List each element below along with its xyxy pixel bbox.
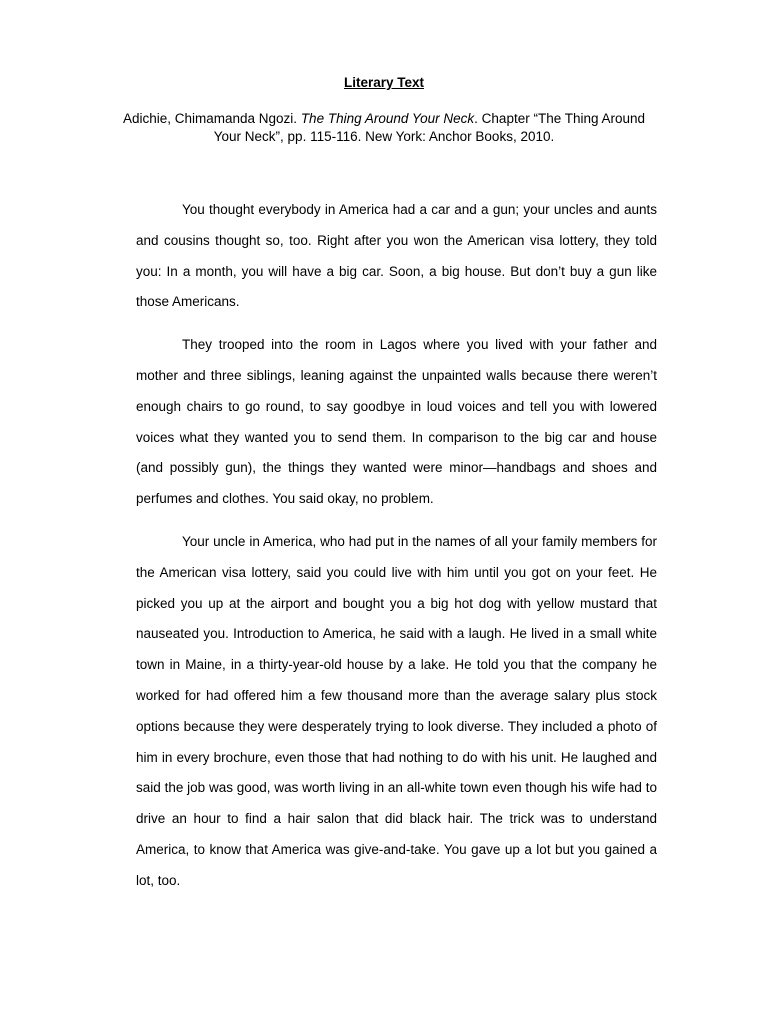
citation-book-title: The Thing Around Your Neck (300, 111, 475, 126)
paragraph-2: They trooped into the room in Lagos where you lived with your father and mother and three siblings, leaning against the unpainted walls because there weren’t enough chairs to go round, to say goodbye in loud voices and tell you with lowered voices what they wanted you to send them. In comparison to the big car and house (and possibly gun), the things they wanted were minor—handbags and shoes and perfumes and clothes. You said okay, no problem. (136, 337, 657, 507)
citation-author: Adichie, Chimamanda Ngozi. (122, 111, 301, 126)
literary-passage (136, 195, 657, 909)
paragraph-1: You thought everybody in America had a car and a gun; your uncles and aunts and cousins thought so, too. Right after you won the American visa lottery, they told you: In a month, you will have a big car. Soon, a big house. But don’t buy a gun like those Americans. (136, 202, 657, 310)
citation (120, 110, 648, 146)
paragraph-3: Your uncle in America, who had put in the names of all your family members for the American visa lottery, said you could live with him until you got on your feet. He picked you up at the airport and bought you a big hot dog with yellow mustard that nauseated you. Introduction to America, he said with a laugh. He lived in a small white town in Maine, in a thirty-year-old house by a lake. He told you that the company he worked for had offered him a few thousand more than the average salary plus stock options because they were desperately trying to look diverse. They included a photo of him in every brochure, even those that had nothing to do with his unit. He laughed and said the job was good, was worth living in an all-white town even though his wife had to drive an hour to find a hair salon that did black hair. The trick was to understand America, to know that America was give-and-take. You gave up a lot but you gained a lot, too. (136, 533, 657, 888)
citation-details: . Chapter “The Thing Around Your Neck”, pp. 115-116. New York: Anchor Books, 2010. (213, 111, 646, 144)
document-title: Literary Text (343, 75, 425, 90)
